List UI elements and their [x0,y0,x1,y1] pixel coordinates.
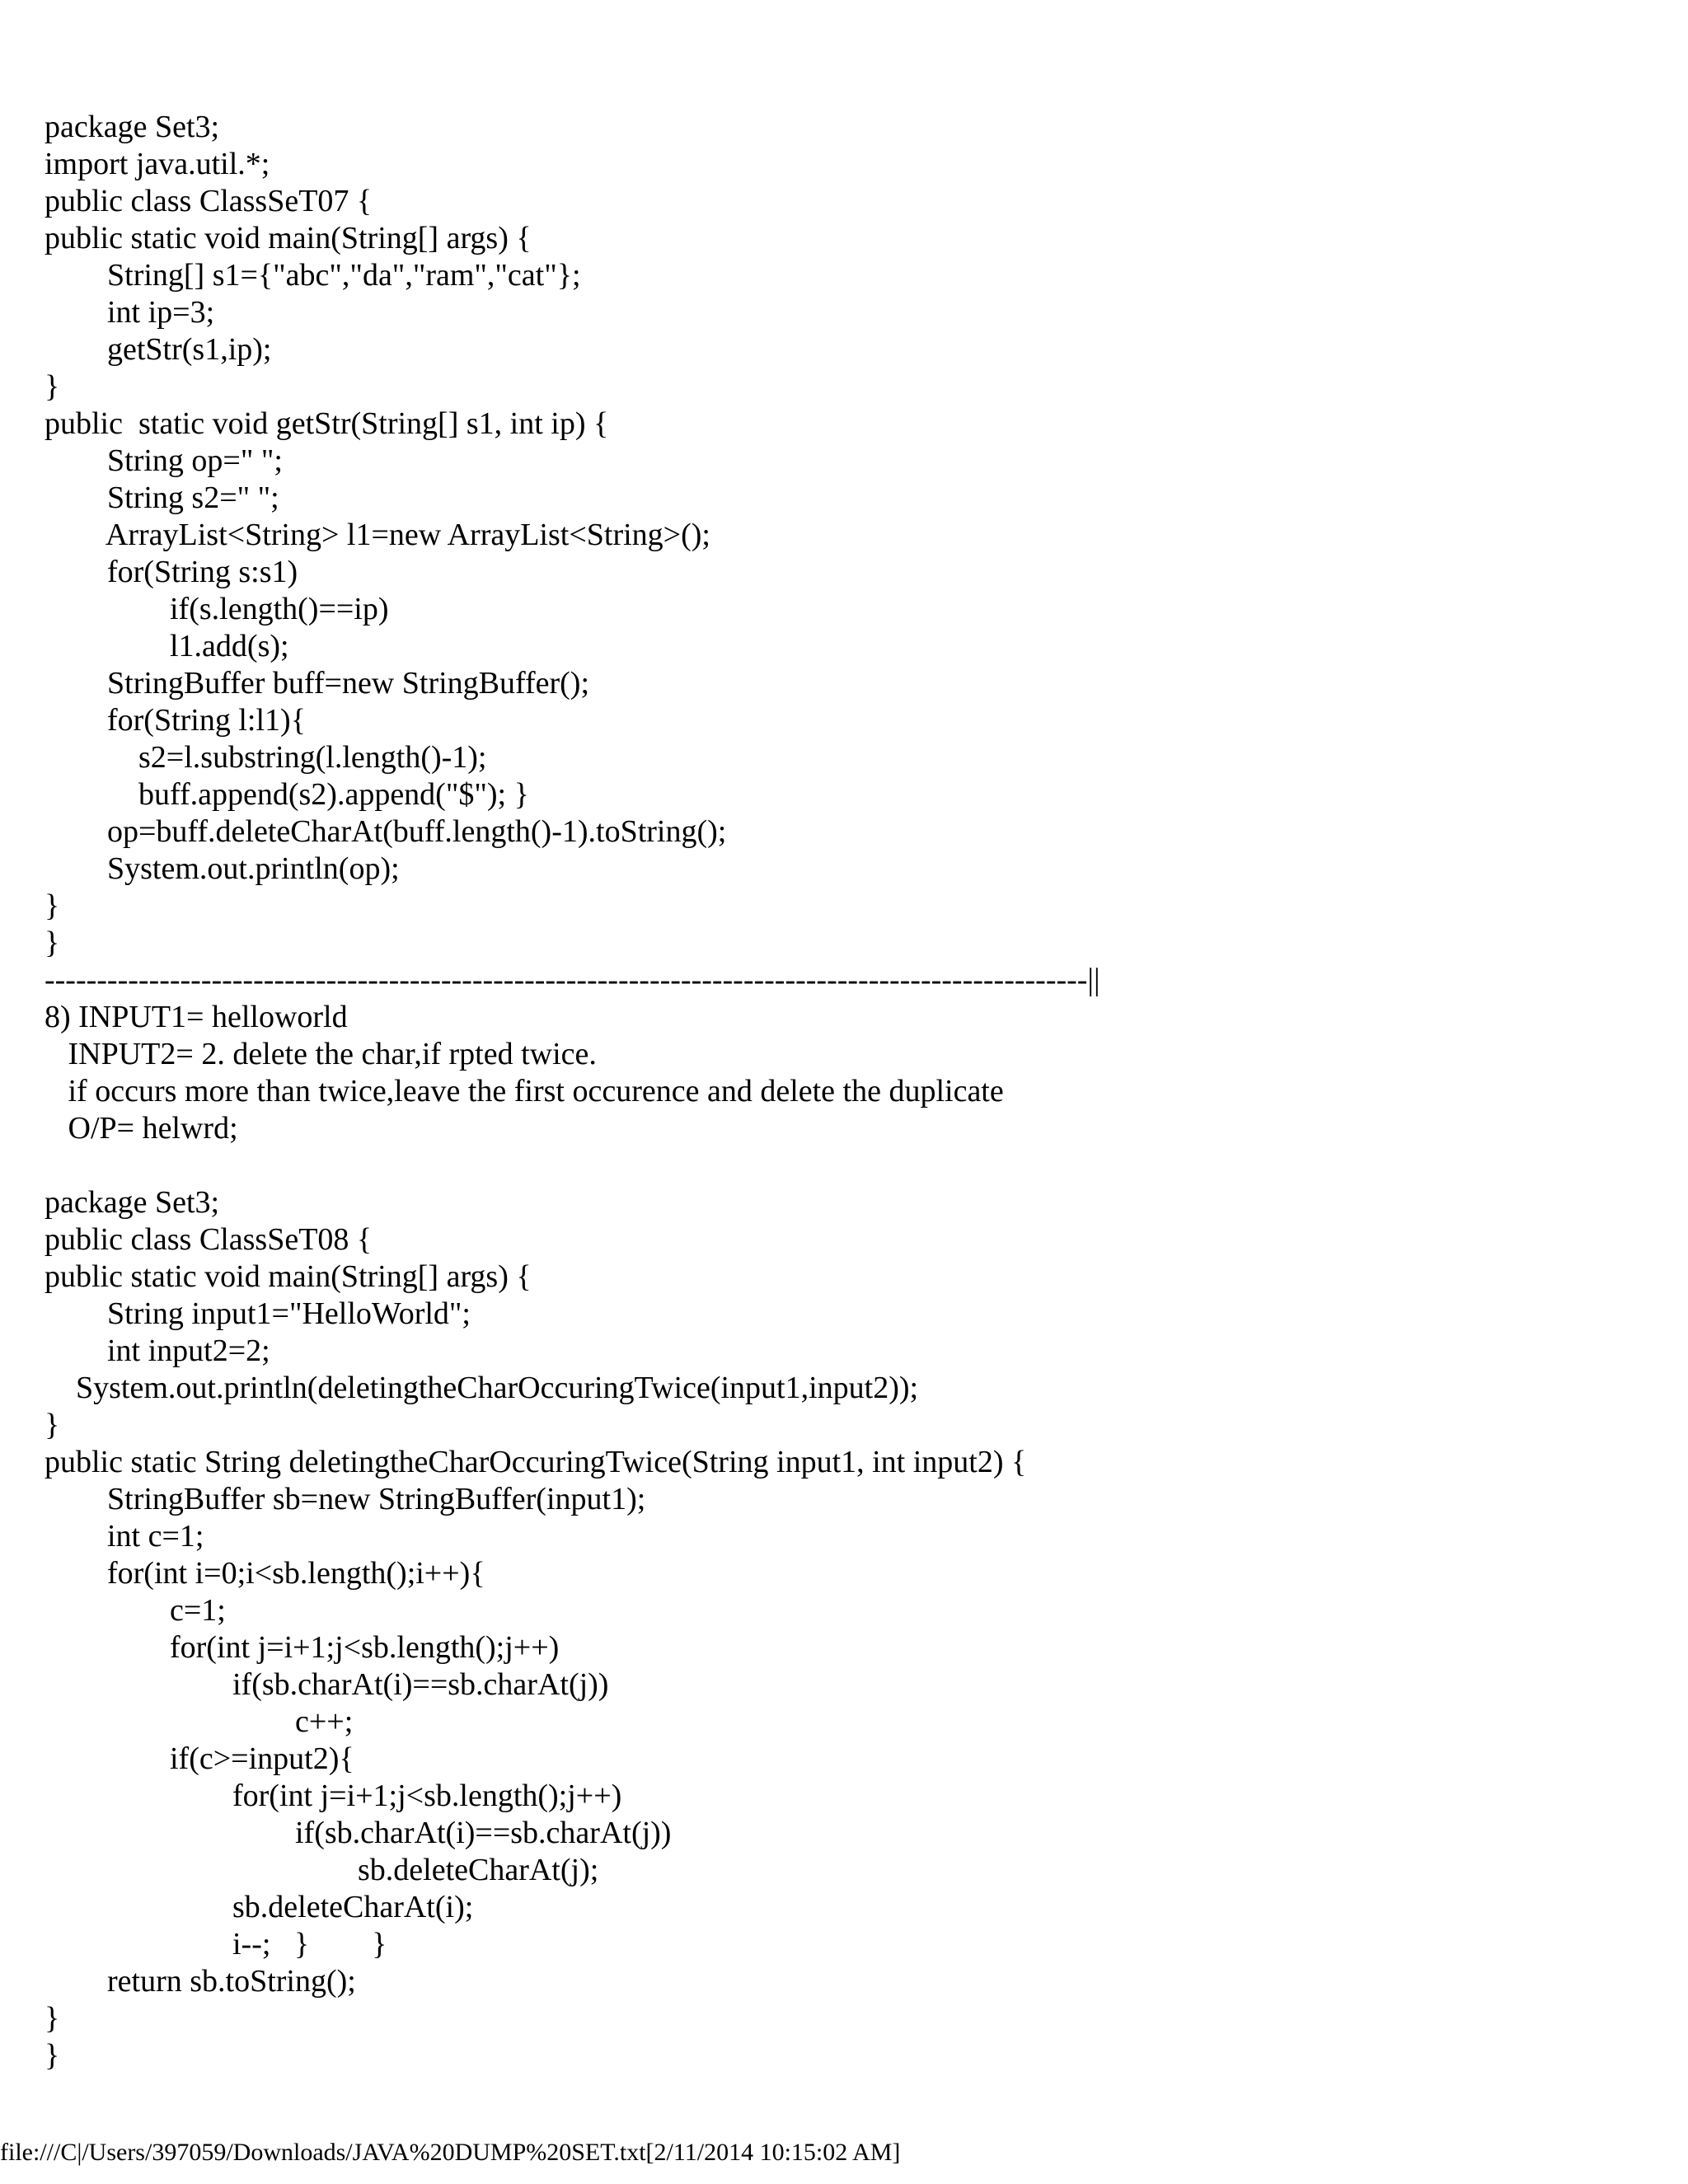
code-line: int input2=2; [45,1333,270,1368]
code-line: public static String deletingtheCharOccuringTwice(String input1, int input2) { [45,1445,1027,1479]
code-line: String input1="HelloWorld"; [45,1296,471,1331]
code-listing [45,109,1643,2074]
code-line: String[] s1={"abc","da","ram","cat"}; [45,258,581,293]
code-line: if(sb.charAt(i)==sb.charAt(j)) [45,1816,672,1850]
code-line: System.out.println(op); [45,851,400,886]
code-line: public class ClassSeT08 { [45,1222,373,1257]
code-line: for(int j=i+1;j<sb.length();j++) [45,1779,622,1813]
code-line: } [45,2038,60,2073]
code-line: for(String s:s1) [45,555,298,589]
code-line: String s2=" "; [45,480,279,515]
code-line: if(s.length()==ip) [45,592,389,626]
code-line: } [45,1408,60,1442]
code-line: ----------------------------------------------------------------------------------------------------|| [45,963,1100,997]
code-line: } [45,2001,60,2036]
code-line: op=buff.deleteCharAt(buff.length()-1).toString(); [45,814,727,849]
code-line: } [45,369,60,404]
code-line: sb.deleteCharAt(j); [45,1853,599,1887]
code-line: String op=" "; [45,443,283,478]
code-line: StringBuffer sb=new StringBuffer(input1); [45,1482,646,1516]
code-line: O/P= helwrd; [45,1111,238,1146]
code-line: c++; [45,1704,354,1739]
code-line: if(c>=input2){ [45,1741,354,1776]
code-line: } [45,888,60,923]
code-line: getStr(s1,ip); [45,332,272,367]
code-line: buff.append(s2).append("$"); } [45,777,529,812]
code-line: package Set3; [45,1185,220,1220]
code-line: if occurs more than twice,leave the first occurence and delete the duplicate [45,1074,1004,1108]
code-line: int c=1; [45,1519,204,1554]
code-line: int ip=3; [45,295,215,330]
code-line: sb.deleteCharAt(i); [45,1890,474,1924]
code-line: package Set3; [45,110,220,144]
code-line: INPUT2= 2. delete the char,if rpted twice. [45,1037,597,1071]
code-line: StringBuffer buff=new StringBuffer(); [45,666,590,701]
file-path-footer: file:///C|/Users/397059/Downloads/JAVA%20DUMP%20SET.txt[2/11/2014 10:15:02 AM] [0,2139,901,2166]
code-line: return sb.toString(); [45,1964,356,1999]
code-line: i--; } } [45,1927,387,1961]
code-line [45,1147,1643,1184]
code-line: for(String l:l1){ [45,703,306,738]
code-line: ArrayList<String> l1=new ArrayList<String>(); [45,518,710,552]
code-line: public static void getStr(String[] s1, int ip) { [45,406,609,441]
code-line: } [45,926,60,960]
code-line: for(int j=i+1;j<sb.length();j++) [45,1630,560,1665]
code-line: System.out.println(deletingtheCharOccuringTwice(input1,input2)); [45,1371,919,1405]
code-line: for(int i=0;i<sb.length();i++){ [45,1556,485,1591]
code-line: 8) INPUT1= helloworld [45,1000,348,1034]
code-line: public class ClassSeT07 { [45,184,373,218]
code-line: l1.add(s); [45,629,289,663]
code-line: public static void main(String[] args) { [45,1259,532,1294]
code-line: c=1; [45,1593,226,1628]
code-line: if(sb.charAt(i)==sb.charAt(j)) [45,1667,609,1702]
code-line: import java.util.*; [45,147,270,181]
code-line: s2=l.substring(l.length()-1); [45,740,487,775]
code-line: public static void main(String[] args) { [45,221,532,255]
